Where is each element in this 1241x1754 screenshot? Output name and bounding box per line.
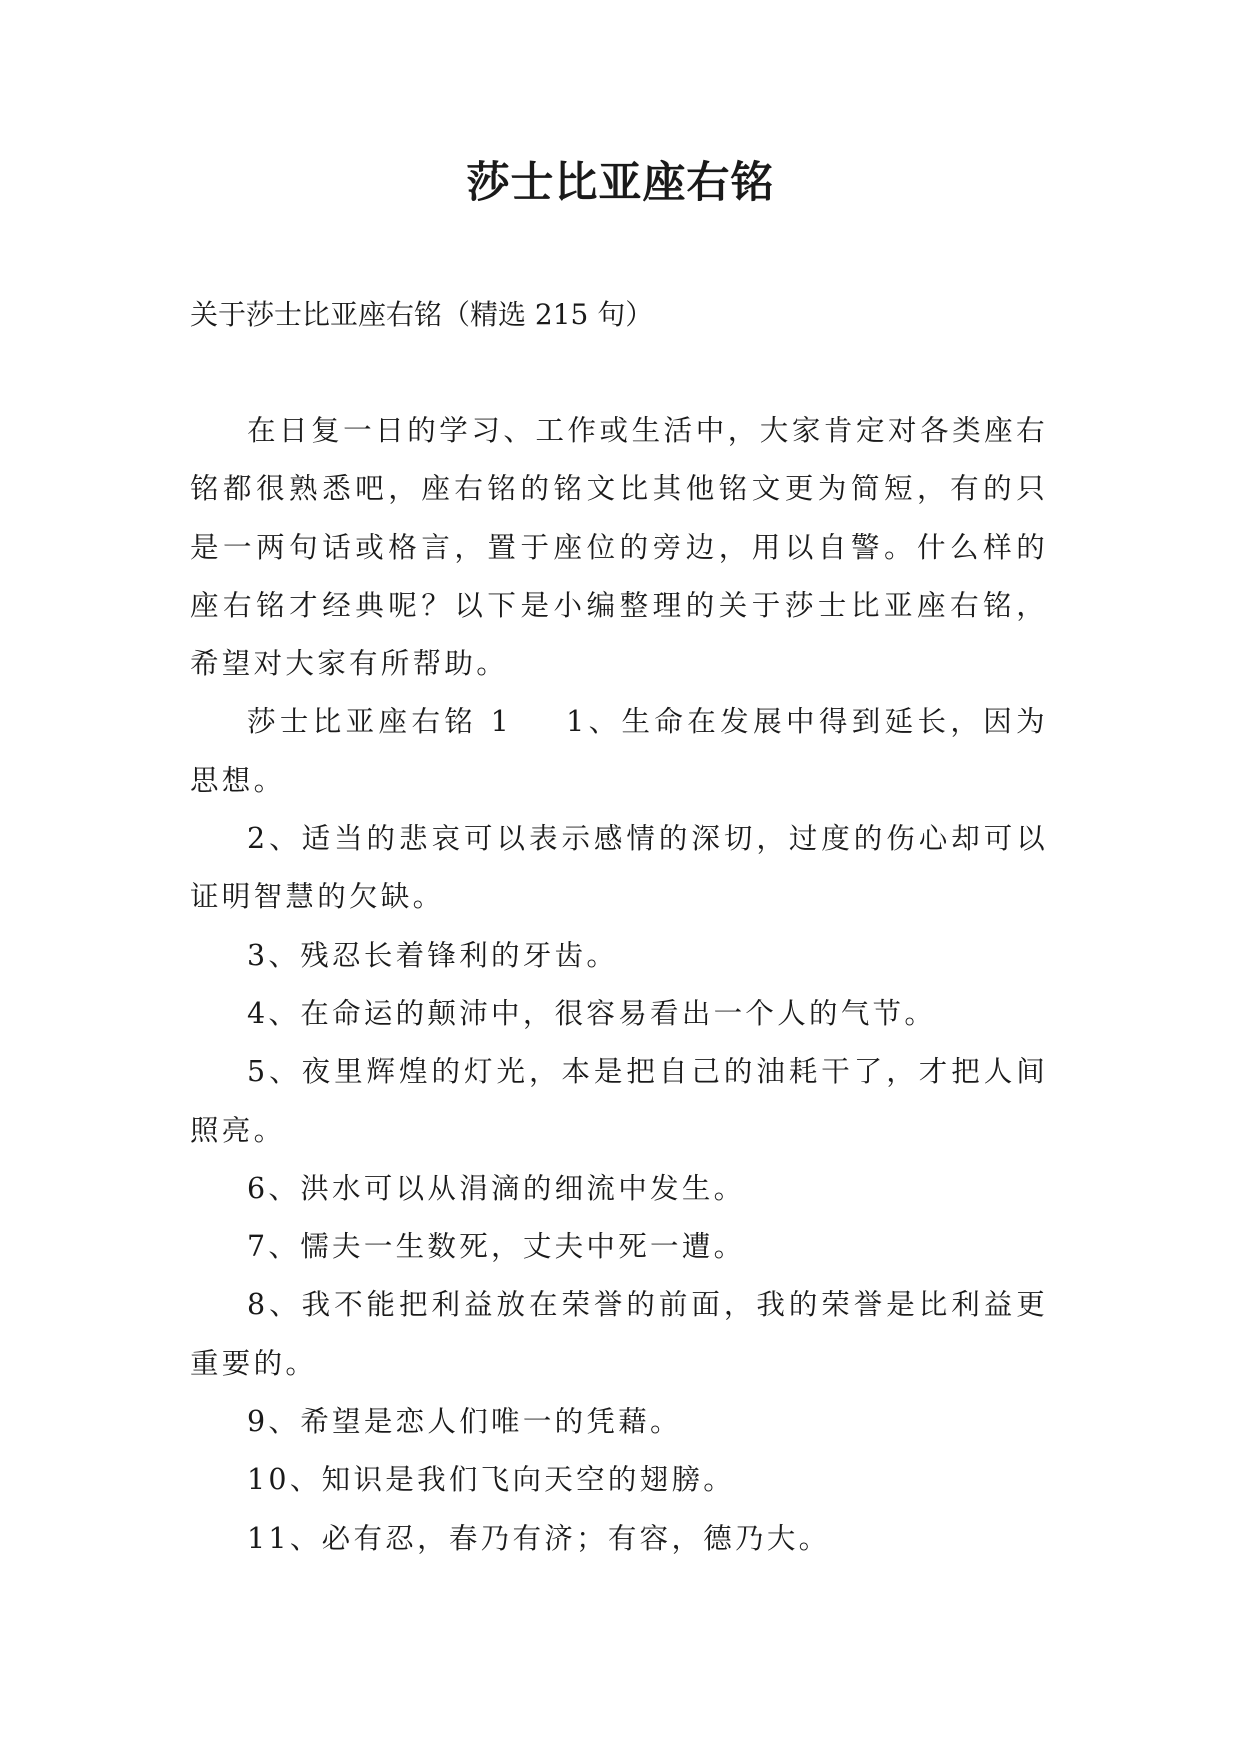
motto-item: 2、适当的悲哀可以表示感情的深切，过度的伤心却可以证明智慧的欠缺。 xyxy=(190,822,1048,914)
section-heading: 莎士比亚座右铭 1 xyxy=(247,705,513,739)
motto-item: 6、洪水可以从涓滴的细流中发生。 xyxy=(247,1171,746,1205)
motto-item: 11、必有忍，春乃有济；有容，德乃大。 xyxy=(247,1521,831,1555)
motto-item: 3、残忍长着锋利的牙齿。 xyxy=(247,938,619,972)
document-body xyxy=(190,402,1048,1568)
motto-item: 1、生命在发展中得到延长，因为思想。 xyxy=(190,705,1048,797)
motto-item: 5、夜里辉煌的灯光，本是把自己的油耗干了，才把人间照亮。 xyxy=(190,1055,1048,1147)
document-title: 莎士比亚座右铭 xyxy=(466,158,775,208)
document-subtitle: 关于莎士比亚座右铭（精选 215 句） xyxy=(190,298,654,331)
motto-item: 10、知识是我们飞向天空的翅膀。 xyxy=(247,1463,736,1497)
intro-paragraph: 在日复一日的学习、工作或生活中，大家肯定对各类座右铭都很熟悉吧，座右铭的铭文比其他铭文更为简短，有的只是一两句话或格言，置于座位的旁边，用以自警。什么样的座右铭才经典呢？以下是小编整理的关于莎士比亚座右铭，希望对大家有所帮助。 xyxy=(190,414,1048,681)
section-first-item xyxy=(190,693,1048,810)
motto-item: 8、我不能把利益放在荣誉的前面，我的荣誉是比利益更重要的。 xyxy=(190,1288,1048,1380)
motto-item: 7、懦夫一生数死，丈夫中死一遭。 xyxy=(247,1230,746,1264)
motto-item: 9、希望是恋人们唯一的凭藉。 xyxy=(247,1405,682,1439)
motto-item: 4、在命运的颠沛中，很容易看出一个人的气节。 xyxy=(247,996,937,1030)
